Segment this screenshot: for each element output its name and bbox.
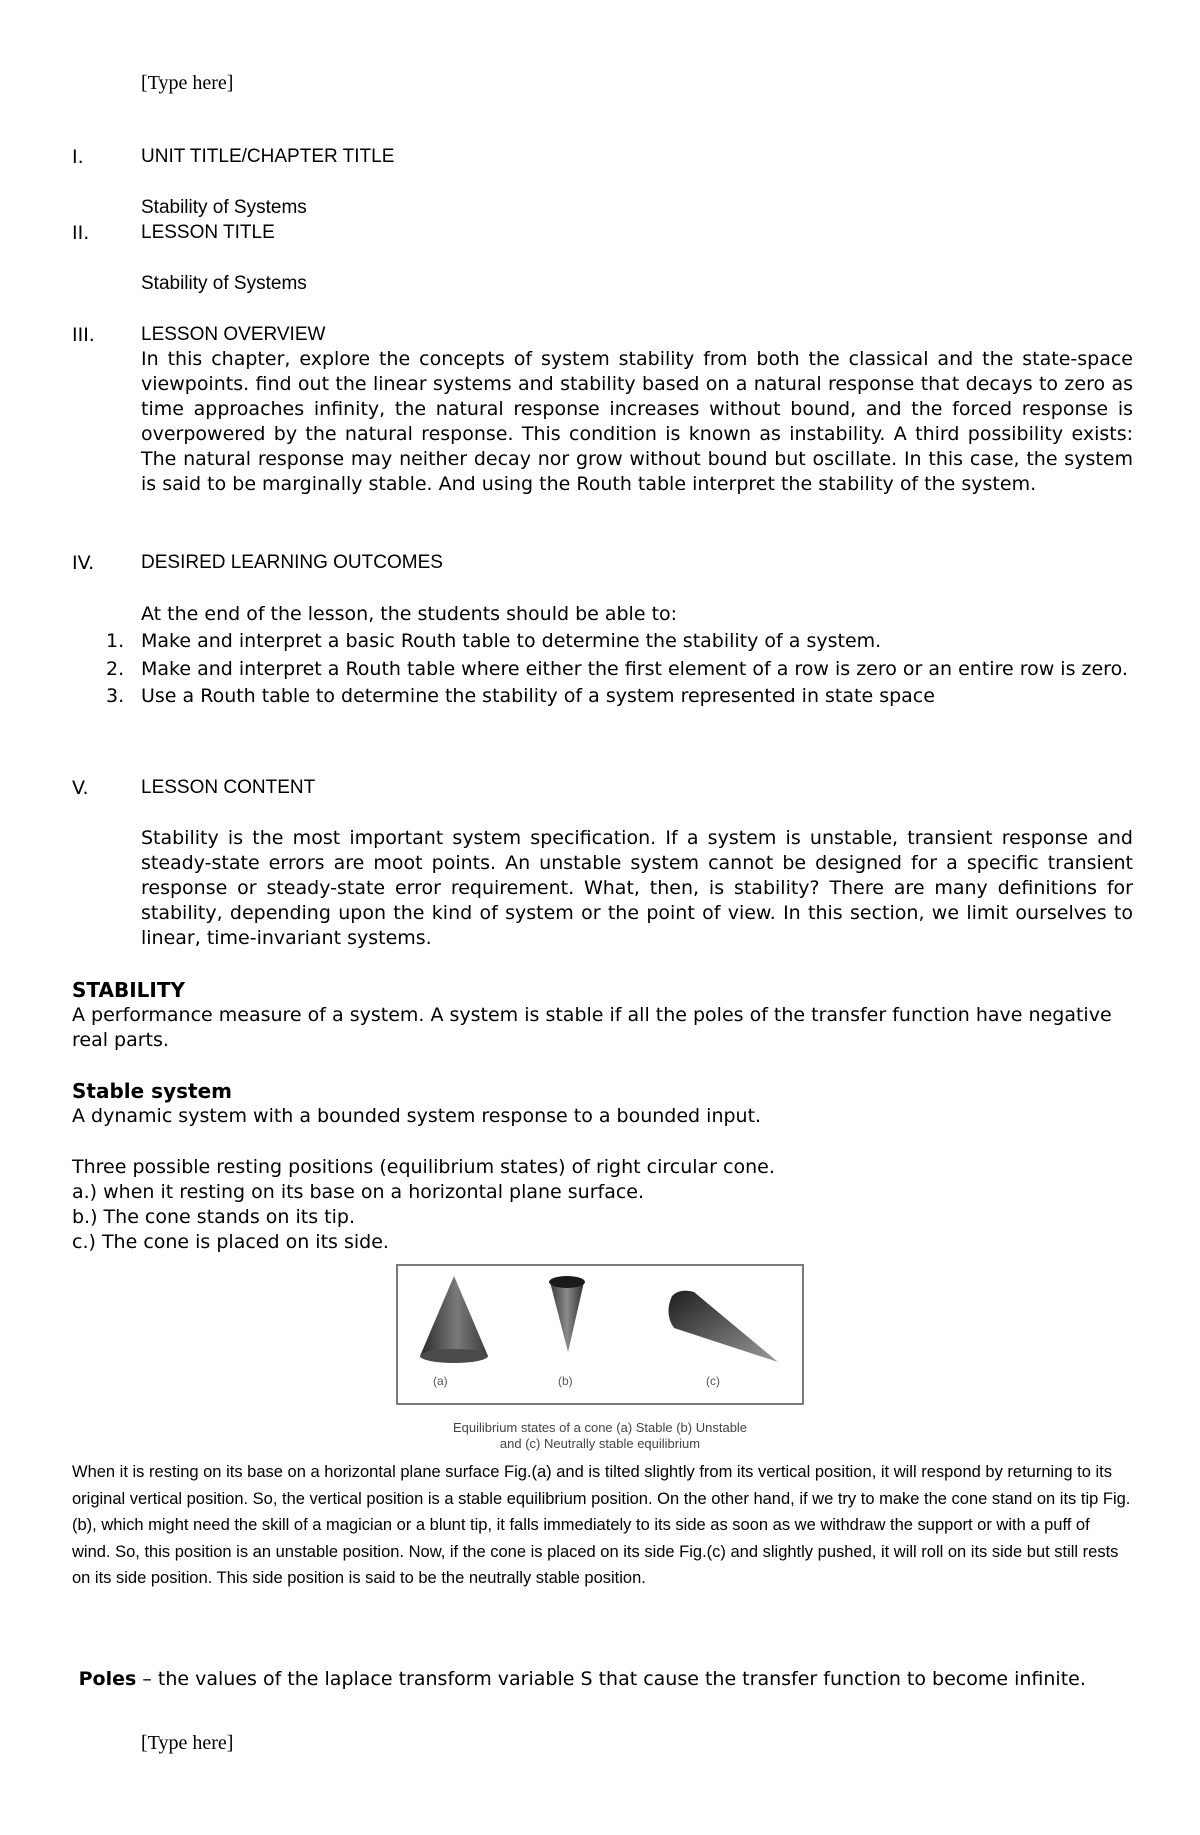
list-item: [106, 656, 1133, 684]
list-item-text: Make and interpret a basic Routh table to determine the stability of a system.: [141, 630, 882, 652]
cone-item-b: b.) The cone stands on its tip.: [72, 1206, 356, 1228]
list-item-number: 2.: [106, 657, 125, 680]
list-item: [106, 683, 1133, 711]
header-placeholder: [Type here]: [141, 72, 234, 94]
section-heading-4: DESIRED LEARNING OUTCOMES: [141, 552, 443, 573]
lesson-overview-text: In this chapter, explore the concepts of system stability from both the classical and the state-space viewpoints. find out the linear systems and stability based on a natural response that decays to zero as time approaches infinity, the natural response increases without bound, and the forced response is overpowered by the natural response. This condition is known as instability. A third possibility exists: The natural response may neither decay nor grow without bound but oscillate. In this case, the system is said to be marginally stable. And using the Routh table interpret the stability of the system.: [141, 348, 1133, 495]
figure-caption: [396, 1420, 804, 1452]
section-heading-5: LESSON CONTENT: [141, 777, 316, 798]
stable-system-title: Stable system: [72, 1079, 232, 1103]
cone-figure-graphic: [398, 1266, 802, 1403]
cone-explanation: When it is resting on its base on a horizontal plane surface Fig.(a) and is tilted slightly from its vertical position, it will respond by returning to its original vertical position. So, the vertical position is a stable equilibrium position. On the other hand, if we try to make the cone stand on its tip Fig. (b), which might need the skill of a magician or a blunt tip, it falls immediately to its side as soon as we withdraw the support or with a puff of wind. So, this position is an unstable position. Now, if the cone is placed on its side Fig.(c) and slightly pushed, it will roll on its side but still rests on its side position. This side position is said to be the neutrally stable position.: [72, 1463, 1131, 1587]
cone-item-a: a.) when it resting on its base on a horizontal plane surface.: [72, 1181, 645, 1203]
poles-definition: [72, 1667, 1122, 1692]
poles-term: Poles: [78, 1668, 137, 1690]
section-numeral-4: IV.: [72, 552, 95, 574]
cone-neutral-icon: [668, 1291, 778, 1362]
section-heading-1: UNIT TITLE/CHAPTER TITLE: [141, 146, 395, 167]
fig-label-b: (b): [558, 1374, 573, 1388]
cone-figure: [396, 1264, 804, 1405]
figure-caption-line-2: and (c) Neutrally stable equilibrium: [499, 1436, 701, 1451]
section-numeral-3: III.: [72, 324, 95, 346]
stability-definition: A performance measure of a system. A system is stable if all the poles of the transfer function have negative real parts.: [72, 1004, 1112, 1051]
fig-label-a: (a): [433, 1374, 448, 1388]
list-item-number: 3.: [106, 685, 125, 707]
poles-text: – the values of the laplace transform variable S that cause the transfer function to become infinite.: [136, 1668, 1086, 1690]
outcomes-intro: At the end of the lesson, the students should be able to:: [141, 603, 678, 625]
list-item-number: 1.: [106, 630, 125, 652]
cone-stable-icon: [420, 1276, 488, 1361]
outcomes-list: [106, 628, 1133, 711]
list-item-text: Make and interpret a Routh table where either the first element of a row is zero or an entire row is zero.: [141, 657, 1128, 680]
section-heading-3: LESSON OVERVIEW: [141, 324, 326, 345]
lesson-title-value: Stability of Systems: [141, 273, 307, 294]
section-numeral-5: V.: [72, 777, 89, 799]
cone-item-c: c.) The cone is placed on its side.: [72, 1231, 389, 1253]
lesson-content-text: Stability is the most important system specification. If a system is unstable, transient response and steady-state errors are moot points. An unstable system cannot be designed for a specific transient response or steady-state error requirement. What, then, is stability? There are many definitions for stability, depending upon the kind of system or the point of view. In this section, we limit ourselves to linear, time-invariant systems.: [141, 827, 1133, 949]
cone-intro: Three possible resting positions (equilibrium states) of right circular cone.: [72, 1156, 775, 1178]
figure-caption-line-1: Equilibrium states of a cone (a) Stable (b) Unstable: [452, 1420, 748, 1435]
list-item: [106, 628, 1133, 656]
list-item-text: Use a Routh table to determine the stability of a system represented in state space: [141, 685, 935, 707]
section-numeral-2: II.: [72, 222, 90, 244]
stable-system-definition: A dynamic system with a bounded system response to a bounded input.: [72, 1105, 762, 1127]
section-heading-2: LESSON TITLE: [141, 222, 275, 243]
section-numeral-1: I.: [72, 146, 84, 168]
stability-title: STABILITY: [72, 978, 185, 1002]
footer-placeholder: [Type here]: [141, 1732, 234, 1754]
cone-unstable-icon: [550, 1282, 584, 1352]
unit-title-value: Stability of Systems: [141, 197, 307, 218]
fig-label-c: (c): [706, 1374, 720, 1388]
